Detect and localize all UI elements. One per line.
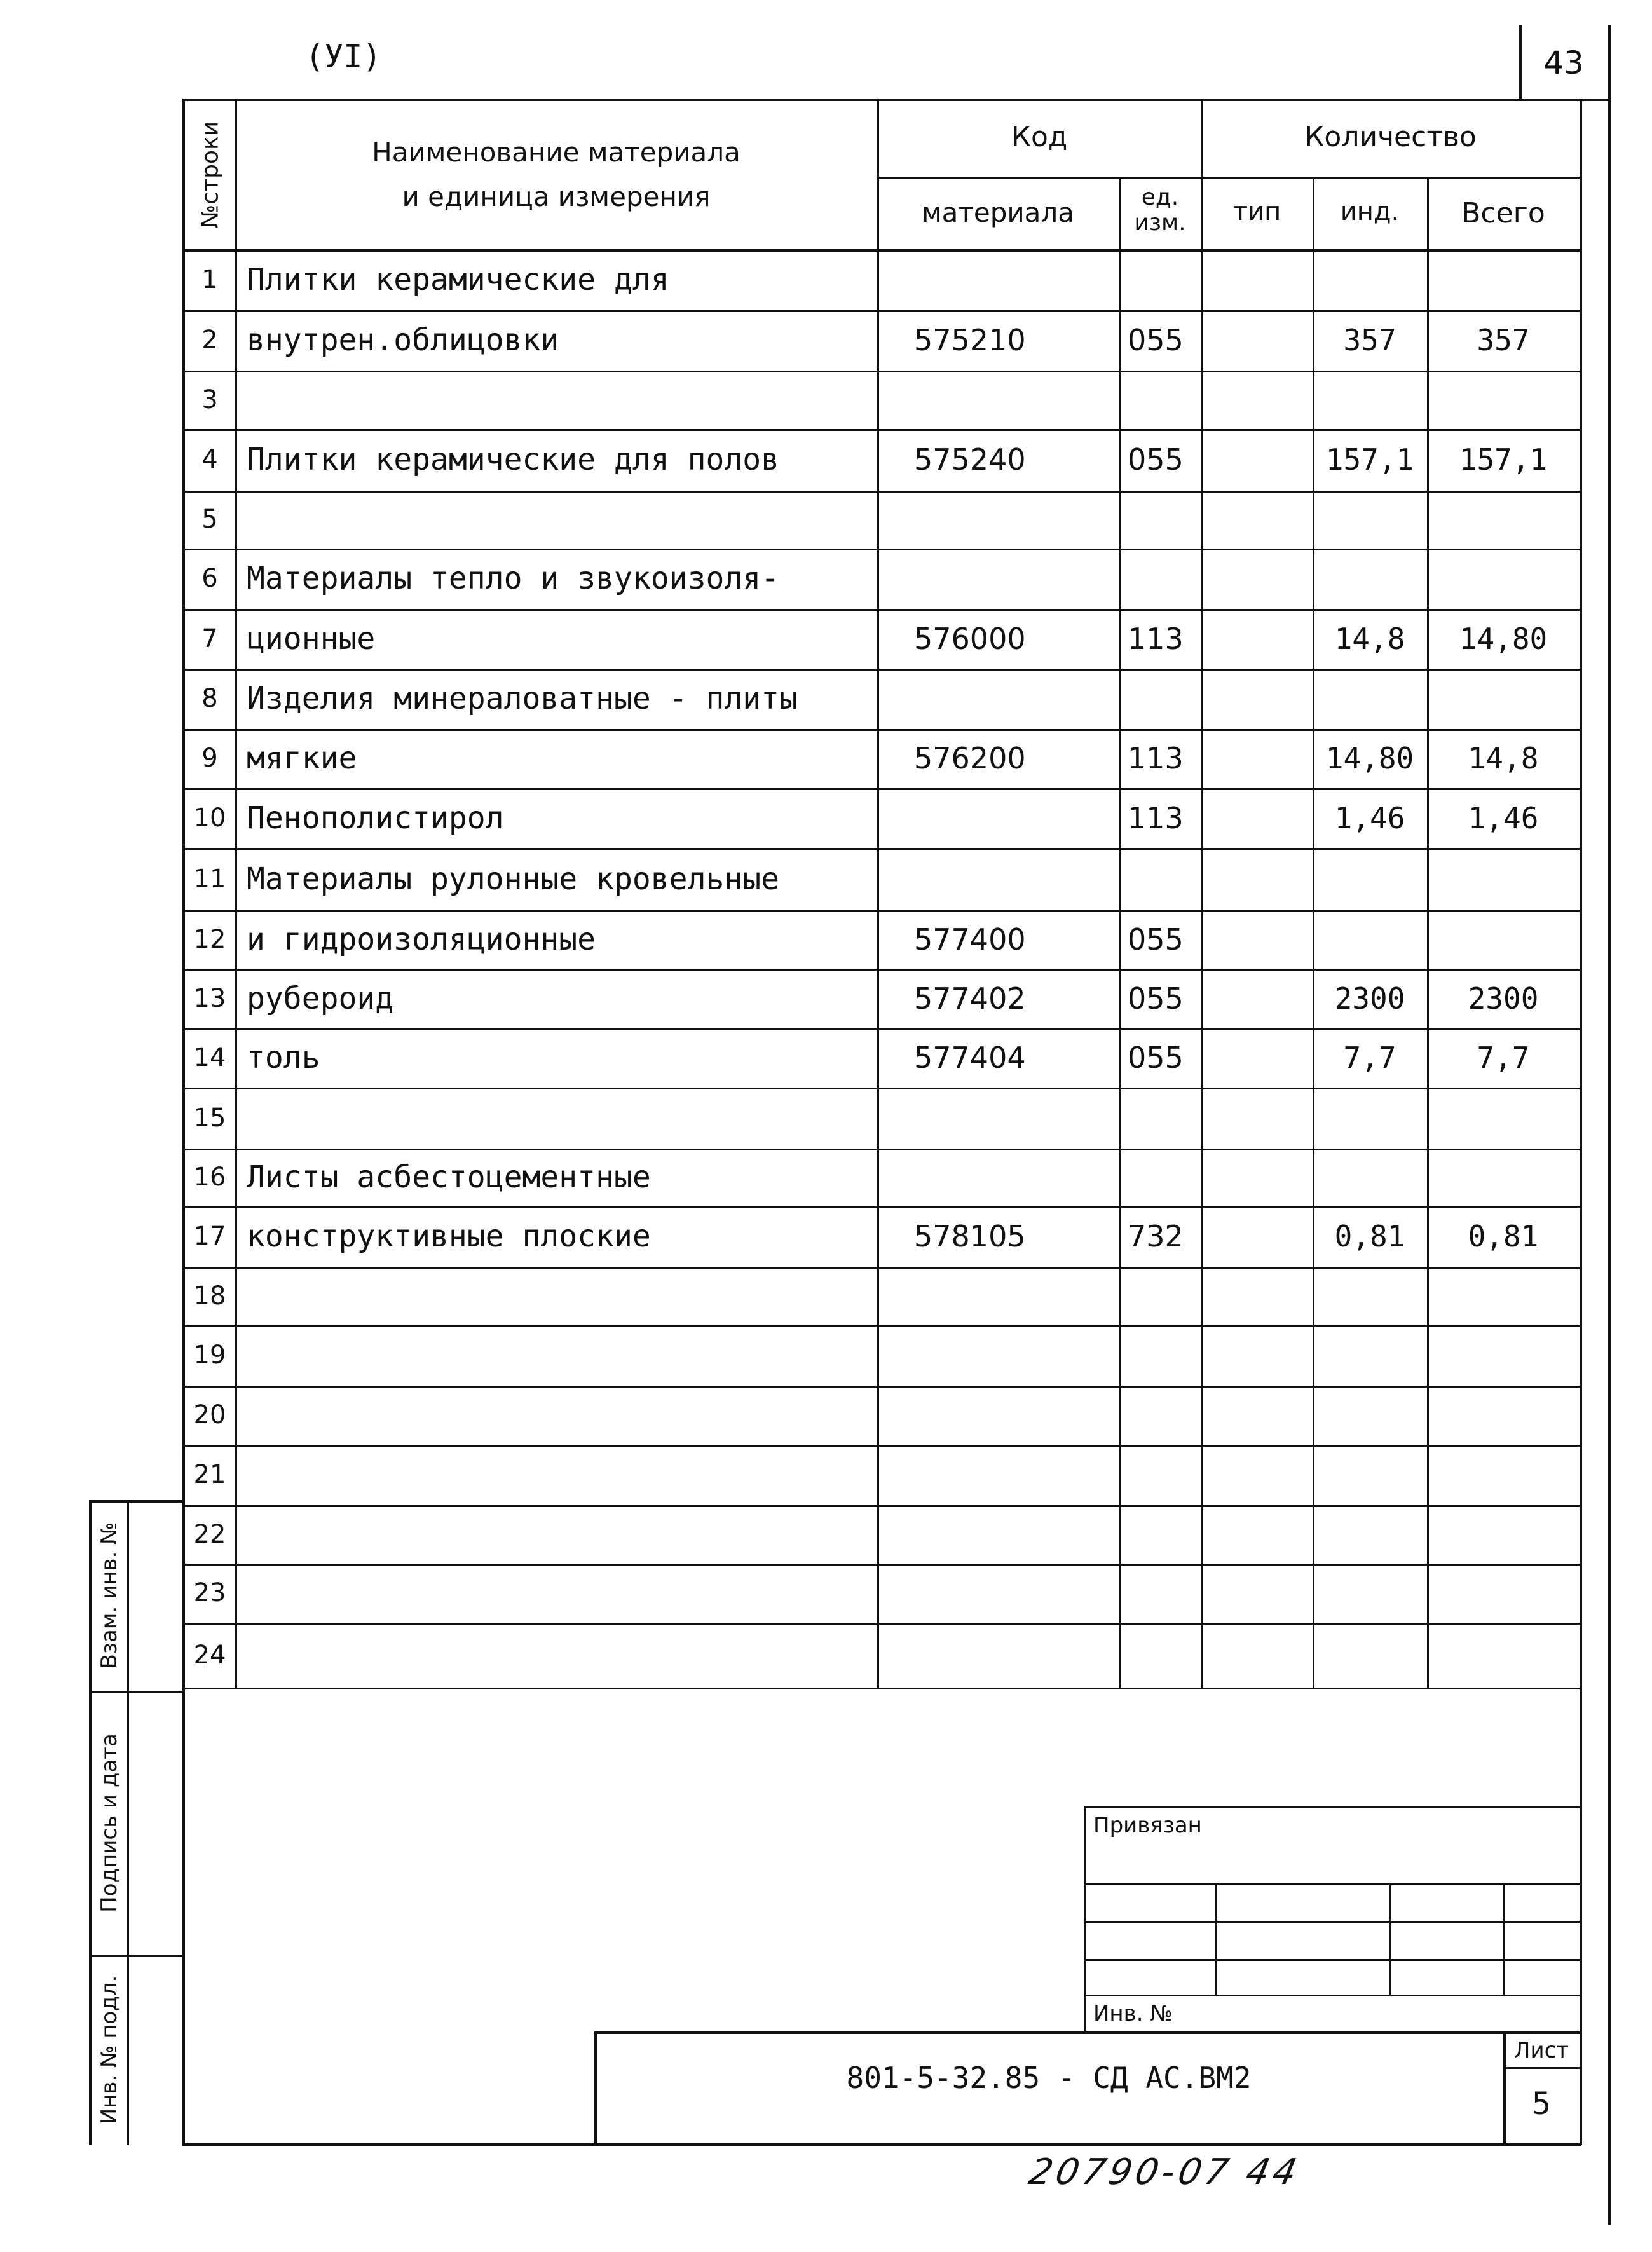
stamp-row-3	[1084, 1959, 1580, 1961]
margin-top-line	[89, 1500, 184, 1503]
header-qty-total: Всего	[1461, 197, 1545, 229]
cell-type	[1201, 1206, 1313, 1267]
side-label-inv-podl: Инв. № подл.	[97, 1975, 122, 2125]
stamp-row-4	[1084, 1995, 1580, 1996]
cell-code	[914, 848, 1119, 910]
cell-code	[914, 549, 1119, 609]
cell-type	[1201, 669, 1313, 729]
header-quantity: Количество	[1304, 121, 1477, 153]
cell-unit: 055	[1128, 323, 1184, 357]
cell-ind	[1313, 1386, 1427, 1445]
cell-type	[1201, 1445, 1313, 1505]
cell-code	[914, 1623, 1119, 1688]
cell-n: 3	[201, 385, 218, 414]
cell-total	[1427, 848, 1580, 910]
cell-n: 14	[193, 1043, 226, 1072]
cell-unit	[1128, 1386, 1201, 1445]
cell-unit: 732	[1128, 1219, 1184, 1253]
cell-n: 22	[193, 1520, 226, 1549]
top-border	[184, 99, 1608, 101]
header-row-number: №строки	[197, 121, 224, 229]
cell-ind: 157,1	[1325, 442, 1414, 477]
cell-ind	[1313, 1445, 1427, 1505]
cell-ind	[1313, 669, 1427, 729]
cell-unit: 113	[1128, 741, 1184, 775]
cell-total: 2300	[1468, 981, 1539, 1016]
cell-name	[247, 371, 877, 429]
cell-unit	[1128, 491, 1201, 549]
cell-code	[914, 788, 1119, 848]
cell-total: 157,1	[1459, 442, 1548, 477]
cell-total	[1427, 1325, 1580, 1386]
cell-unit: 055	[1128, 1041, 1184, 1075]
cell-name	[247, 1325, 877, 1386]
cell-unit	[1128, 549, 1201, 609]
cell-name: Плитки керамические для	[247, 262, 669, 297]
cell-n: 6	[201, 564, 218, 593]
cell-code	[914, 491, 1119, 549]
cell-name: ционные	[247, 621, 376, 657]
side-label-vzam: Взам. инв. №	[97, 1522, 122, 1669]
cell-type	[1201, 1564, 1313, 1623]
sheet-number: 5	[1531, 2086, 1552, 2122]
column-separator	[235, 99, 237, 1688]
cell-name: рубероид	[247, 981, 394, 1016]
cell-total: 1,46	[1468, 801, 1539, 835]
cell-ind	[1313, 1505, 1427, 1564]
cell-name: Листы асбестоцементные	[247, 1159, 651, 1195]
header-qty-ind: инд.	[1340, 197, 1400, 226]
sheet-sep	[1503, 2067, 1580, 2069]
cell-ind	[1313, 249, 1427, 310]
stamp-col-1	[1215, 1883, 1217, 1995]
header-name-line1: Наименование материала	[372, 137, 741, 168]
column-separator	[1119, 177, 1121, 1688]
stamp-col-2	[1389, 1883, 1391, 1995]
cell-unit	[1128, 1445, 1201, 1505]
cell-code: 577402	[914, 981, 1026, 1016]
cell-unit	[1128, 249, 1201, 310]
cell-unit: 055	[1128, 442, 1184, 477]
header-code-unit-2: изм.	[1134, 210, 1186, 236]
stamp-col-3	[1503, 1883, 1505, 1995]
cell-ind: 0,81	[1334, 1219, 1405, 1253]
cell-n: 16	[193, 1163, 226, 1192]
cell-code	[914, 1445, 1119, 1505]
cell-code: 577404	[914, 1041, 1026, 1075]
stamp-left	[1084, 1806, 1086, 2033]
cell-code	[914, 669, 1119, 729]
cell-unit	[1128, 1088, 1201, 1149]
cell-name	[247, 1267, 877, 1325]
cell-total: 14,80	[1459, 622, 1548, 656]
cell-ind	[1313, 910, 1427, 969]
cell-n: 10	[193, 803, 226, 833]
cell-total: 357	[1477, 323, 1530, 357]
header-qty-type: тип	[1232, 197, 1281, 226]
cell-n: 2	[201, 325, 218, 355]
cell-name: внутрен.облицовки	[247, 322, 559, 358]
cell-unit	[1128, 1149, 1201, 1206]
cell-type	[1201, 609, 1313, 669]
cell-code	[914, 1505, 1119, 1564]
cell-code	[914, 1564, 1119, 1623]
cell-code	[914, 371, 1119, 429]
cell-type	[1201, 1028, 1313, 1088]
cell-total	[1427, 669, 1580, 729]
cell-n: 21	[193, 1460, 226, 1489]
cell-ind	[1313, 1149, 1427, 1206]
page-number: 43	[1543, 44, 1584, 81]
cell-ind	[1313, 1325, 1427, 1386]
column-separator	[877, 99, 879, 1688]
cell-type	[1201, 1325, 1313, 1386]
cell-ind	[1313, 848, 1427, 910]
cell-name	[247, 1386, 877, 1445]
cell-ind: 14,8	[1334, 622, 1405, 656]
cell-name	[247, 1088, 877, 1149]
cell-n: 17	[193, 1222, 226, 1251]
margin-left-line	[89, 1500, 92, 2145]
cell-n: 1	[201, 265, 218, 294]
cell-name	[247, 491, 877, 549]
cell-n: 4	[201, 445, 218, 474]
cell-ind: 1,46	[1334, 801, 1405, 835]
handwritten-number: 20790-07 44	[1025, 2152, 1304, 2193]
cell-type	[1201, 1505, 1313, 1564]
cell-name	[247, 1564, 877, 1623]
cell-name: мягкие	[247, 740, 357, 776]
cell-code: 576000	[914, 622, 1026, 656]
cell-total	[1427, 1623, 1580, 1688]
cell-total	[1427, 549, 1580, 609]
cell-total: 7,7	[1477, 1041, 1530, 1075]
cell-unit: 113	[1128, 622, 1184, 656]
cell-type	[1201, 249, 1313, 310]
cell-n: 9	[201, 744, 218, 773]
cell-code	[914, 249, 1119, 310]
cell-ind: 14,80	[1325, 741, 1414, 775]
cell-n: 23	[193, 1578, 226, 1607]
cell-code: 575210	[914, 323, 1026, 357]
cell-unit: 055	[1128, 981, 1184, 1016]
column-separator	[1313, 177, 1314, 1688]
cell-total: 0,81	[1468, 1219, 1539, 1253]
cell-name: Плитки керамические для полов	[247, 442, 780, 477]
cell-total	[1427, 1445, 1580, 1505]
page-number-box-left	[1519, 25, 1522, 100]
cell-type	[1201, 491, 1313, 549]
cell-unit	[1128, 1325, 1201, 1386]
cell-total	[1427, 1505, 1580, 1564]
stamp-privyazan: Привязан	[1093, 1813, 1202, 1838]
cell-unit	[1128, 1505, 1201, 1564]
cell-code: 576200	[914, 741, 1026, 775]
right-border	[1608, 25, 1611, 2225]
cell-total	[1427, 371, 1580, 429]
cell-type	[1201, 1267, 1313, 1325]
cell-total	[1427, 1564, 1580, 1623]
cell-name: конструктивные плоские	[247, 1218, 651, 1254]
cell-unit	[1128, 1564, 1201, 1623]
header-code-unit-1: ед.	[1141, 184, 1179, 210]
cell-unit	[1128, 1623, 1201, 1688]
cell-name: толь	[247, 1040, 320, 1075]
cell-name: Материалы рулонные кровельные	[247, 861, 780, 897]
cell-name: Изделия минераловатные - плиты	[247, 681, 798, 716]
column-separator	[1201, 99, 1203, 1688]
cell-n: 24	[193, 1641, 226, 1670]
cell-n: 12	[193, 925, 226, 954]
cell-n: 8	[201, 684, 218, 713]
frame-bottom	[182, 2143, 1581, 2146]
cell-unit: 113	[1128, 801, 1184, 835]
cell-ind	[1313, 1267, 1427, 1325]
column-separator	[1427, 177, 1429, 1688]
stamp-inv-no: Инв. №	[1093, 2001, 1173, 2026]
cell-name: Пенополистирол	[247, 800, 504, 836]
frame-right-inner	[1580, 99, 1582, 2145]
cell-type	[1201, 910, 1313, 969]
cell-type	[1201, 549, 1313, 609]
cell-type	[1201, 848, 1313, 910]
cell-n: 13	[193, 984, 226, 1013]
cell-name: Материалы тепло и звукоизоля-	[247, 561, 780, 596]
document-code: 801-5-32.85 - СД АС.ВМ2	[846, 2061, 1252, 2095]
header-code-material: материала	[921, 197, 1074, 228]
cell-type	[1201, 310, 1313, 371]
margin-col-line	[127, 1500, 129, 2145]
cell-total	[1427, 910, 1580, 969]
cell-total	[1427, 1149, 1580, 1206]
cell-total	[1427, 1088, 1580, 1149]
cell-n: 20	[193, 1400, 226, 1430]
cell-code	[914, 1325, 1119, 1386]
cell-type	[1201, 969, 1313, 1028]
cell-code	[914, 1386, 1119, 1445]
cell-ind	[1313, 491, 1427, 549]
side-label-podpis: Подпись и дата	[97, 1733, 122, 1913]
sheet-label: Лист	[1513, 2038, 1569, 2063]
cell-type	[1201, 1623, 1313, 1688]
cell-name	[247, 1623, 877, 1688]
cell-n: 19	[193, 1341, 226, 1370]
cell-type	[1201, 788, 1313, 848]
cell-type	[1201, 429, 1313, 491]
cell-unit	[1128, 371, 1201, 429]
code-box-top	[594, 2031, 1580, 2034]
cell-ind: 357	[1343, 323, 1396, 357]
cell-n: 7	[201, 624, 218, 653]
cell-ind	[1313, 549, 1427, 609]
cell-ind: 7,7	[1343, 1041, 1396, 1075]
cell-n: 11	[193, 864, 226, 894]
cell-name: и гидроизоляционные	[247, 922, 596, 957]
header-code: Код	[1011, 121, 1068, 153]
cell-type	[1201, 1088, 1313, 1149]
cell-total	[1427, 1386, 1580, 1445]
cell-type	[1201, 1149, 1313, 1206]
cell-unit	[1128, 848, 1201, 910]
cell-code: 578105	[914, 1219, 1026, 1253]
cell-ind	[1313, 371, 1427, 429]
cell-n: 15	[193, 1103, 226, 1133]
cell-ind	[1313, 1564, 1427, 1623]
cell-name	[247, 1445, 877, 1505]
cell-total	[1427, 1267, 1580, 1325]
cell-ind: 2300	[1334, 981, 1405, 1016]
cell-n: 5	[201, 505, 218, 534]
row-separator	[184, 1688, 1580, 1689]
header-name-line2: и единица измерения	[402, 181, 711, 212]
cell-code	[914, 1267, 1119, 1325]
margin-sep-2	[89, 1955, 184, 1957]
cell-type	[1201, 371, 1313, 429]
stamp-row-1	[1084, 1883, 1580, 1885]
header-mid-line	[877, 177, 1580, 179]
cell-code: 577400	[914, 922, 1026, 957]
section-mark: (УI)	[305, 38, 382, 75]
cell-ind	[1313, 1623, 1427, 1688]
cell-n: 18	[193, 1281, 226, 1311]
cell-total	[1427, 491, 1580, 549]
stamp-top	[1084, 1806, 1580, 1808]
cell-type	[1201, 1386, 1313, 1445]
cell-code	[914, 1149, 1119, 1206]
stamp-row-2	[1084, 1921, 1580, 1923]
cell-unit	[1128, 669, 1201, 729]
cell-code	[914, 1088, 1119, 1149]
cell-type	[1201, 729, 1313, 788]
cell-unit	[1128, 1267, 1201, 1325]
cell-code: 575240	[914, 442, 1026, 477]
cell-total	[1427, 249, 1580, 310]
cell-total: 14,8	[1468, 741, 1539, 775]
cell-name	[247, 1505, 877, 1564]
cell-ind	[1313, 1088, 1427, 1149]
margin-sep-1	[89, 1691, 184, 1693]
cell-unit: 055	[1128, 922, 1184, 957]
